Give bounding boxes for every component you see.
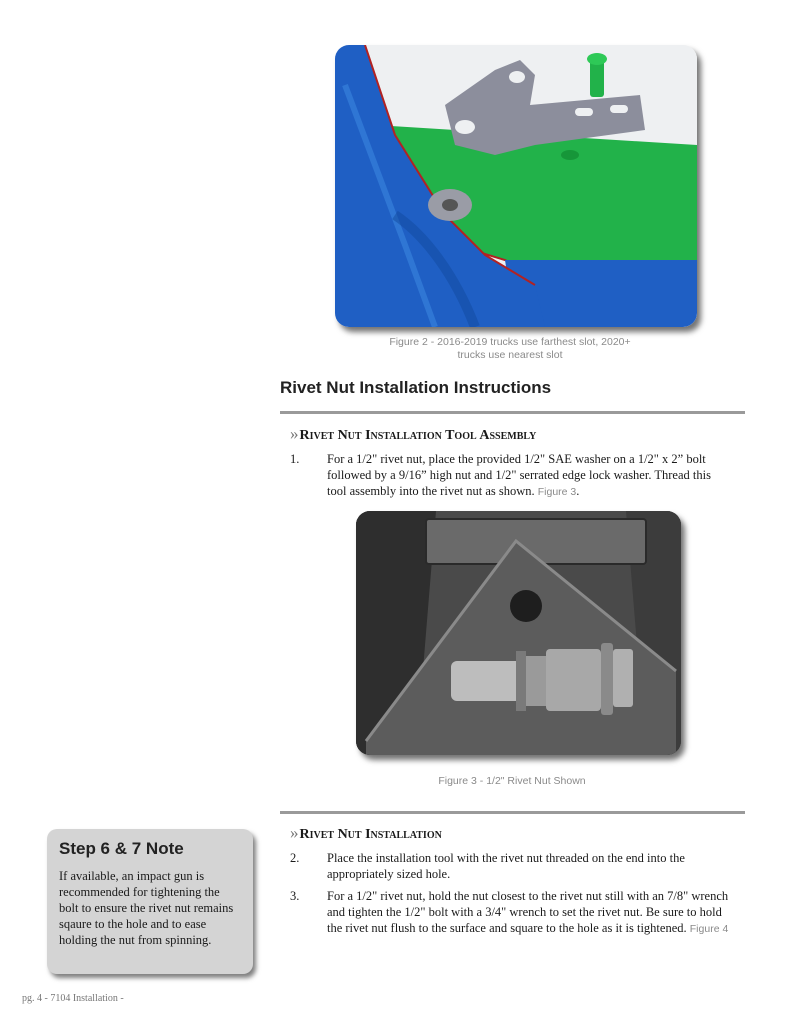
step-line: followed by a 9/16” high nut and 1/2" serrated edge lock washer. Thread this [327,468,711,482]
tool-assembly-heading-text: Rivet Nut Installation Tool Assembly [299,428,537,443]
note-line: bolt to ensure the rivet nut remains [59,901,234,915]
note-line: If available, an impact gun is [59,869,205,883]
step-line: tool assembly into the rivet nut as shown. [327,484,535,498]
note-line: recommended for tightening the [59,885,220,899]
figure-2-caption [340,336,680,362]
installation-heading-text: Rivet Nut Installation [299,827,442,842]
step-number: 1. [290,452,300,466]
step-number: 2. [290,851,300,865]
step-text [327,850,685,882]
page-footer: pg. 4 - 7104 Installation - [22,993,124,1004]
step-line: appropriately sized hole. [327,867,451,881]
frame-render-illustration [335,45,697,327]
step-line: and tighten the 1/2" bolt with a 3/4" wrench to set the rivet nut. Be sure to hold [327,905,722,919]
note-body [59,868,249,948]
figure-2-caption-line1: Figure 2 - 2016-2019 trucks use farthest slot, 2020+ [389,336,631,348]
installation-heading [290,823,442,843]
note-line: holding the nut from spinning. [59,933,212,947]
step-line: Place the installation tool with the rivet nut threaded on the end into the [327,851,685,865]
figure-3-reference: Figure 3 [537,486,577,498]
note-box [47,829,253,974]
figure-3-caption: Figure 3 - 1/2" Rivet Nut Shown [438,775,586,787]
note-line: sqaure to the hole and to ease [59,917,207,931]
figure-2-image [335,45,697,327]
chevron-icon: » [290,823,299,842]
step-line: For a 1/2" rivet nut, place the provided 1/2" SAE washer on a 1/2" x 2” bolt [327,452,706,466]
step-line: the rivet nut flush to the surface and square to the hole as it is tightened. [327,921,687,935]
section-title: Rivet Nut Installation Instructions [280,378,552,397]
step-line: For a 1/2" rivet nut, hold the nut closest to the rivet nut still with an 7/8" wrench [327,889,729,903]
step-text [327,888,728,937]
section-divider [280,411,745,414]
step-text [327,451,711,500]
tool-assembly-heading [290,424,536,444]
figure-3-image [356,511,681,755]
figure-2-caption-line2: trucks use nearest slot [457,349,563,361]
chevron-icon: » [290,424,299,443]
step-end: . [576,484,580,498]
step-2 [290,850,745,884]
figure-4-reference: Figure 4 [689,923,729,935]
step-3 [290,888,745,938]
rivet-nut-photo [356,511,681,755]
section-divider [280,811,745,814]
step-1 [290,451,745,501]
step-number: 3. [290,889,300,903]
note-title: Step 6 & 7 Note [59,839,184,858]
